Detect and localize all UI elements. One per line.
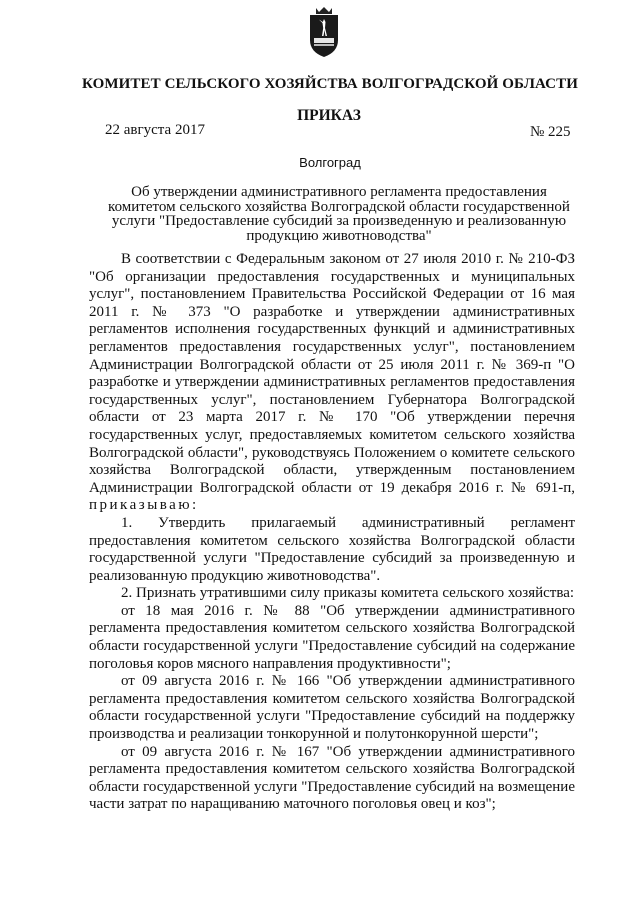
item-1-paragraph: 1. Утвердить прилагаемый административный регламент предоставления комитетом сельского хозяйства Волгоградской области государственной услуги "Предоставление субсидий за произведенную и реализованную продукцию животноводства". <box>89 514 575 584</box>
item-2-paragraph: 2. Признать утратившими силу приказы комитета сельского хозяйства: <box>121 585 575 602</box>
order-word: приказываю: <box>89 497 199 514</box>
document-subject: Об утверждении административного регламента предоставления комитетом сельского хозяйства Волгоградской области государственной услуги "Предоставление субсидий за произведенную и реализованную продукцию животноводства" <box>108 184 570 244</box>
organization-title: КОМИТЕТ СЕЛЬСКОГО ХОЗЯЙСТВА ВОЛГОГРАДСКОЙ ОБЛАСТИ <box>82 76 578 92</box>
document-type: ПРИКАЗ <box>297 107 361 124</box>
preamble-paragraph <box>89 251 575 515</box>
document-body <box>89 251 575 814</box>
sub-item-3-paragraph: от 09 августа 2016 г. № 167 "Об утверждении административного регламента предоставления комитетом сельского хозяйства Волгоградской области государственной услуги "Предоставление субсидий на возмещение части затрат по наращиванию маточного поголовья овец и коз"; <box>89 743 575 813</box>
document-city: Волгоград <box>299 155 361 170</box>
sub-item-2-paragraph: от 09 августа 2016 г. № 166 "Об утверждении административного регламента предоставления комитетом сельского хозяйства Волгоградской области государственной услуги "Предоставление субсидий на поддержку производства и реализации тонкорунной и полутонкорунной шерсти"; <box>89 673 575 743</box>
document-number: № 225 <box>530 124 571 140</box>
preamble-text: В соответствии с Федеральным законом от 27 июля 2010 г. № 210-ФЗ "Об организации предоставления государственных и муниципальных услуг", постановлением Правительства Российской Федерации от 16 мая 2011 г. № 373 "О разработке и утверждении административных регламентов исполнения государственных функций и административных регламентов предоставления государственных услуг", постановлением Администрации Волгоградской области от 25 июля 2011 г. № 369-п "О разработке и утверждении административных регламентов предоставления государственных услуг", постановлением Губернатора Волгоградской области от 23 марта 2017 г. № 170 "Об утверждении перечня государственных услуг, предоставляемых комитетом сельского хозяйства Волгоградской области", руководствуясь Положением о комитете сельского хозяйства Волгоградской области, утвержденным постановлением Администрации Волгоградской области от 19 декабря 2016 г. № 691-п, <box>89 251 575 496</box>
volgograd-coat-of-arms-icon <box>306 6 342 58</box>
document-date: 22 августа 2017 <box>105 122 205 138</box>
sub-item-1-paragraph: от 18 мая 2016 г. № 88 "Об утверждении административного регламента предоставления комитетом сельского хозяйства Волгоградской области государственной услуги "Предоставление субсидий на содержание поголовья коров мясного направления продуктивности"; <box>89 602 575 672</box>
